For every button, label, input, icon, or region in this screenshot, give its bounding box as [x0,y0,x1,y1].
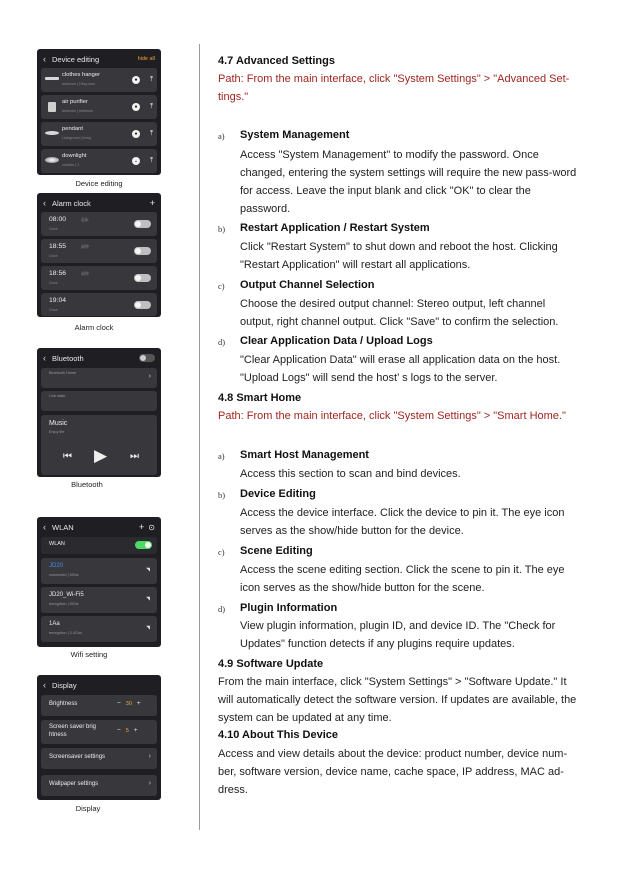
device-name: air purifier [62,99,88,105]
item-body: Click "Restart System" to shut down and reboot the host. Clicking "Restart Application" will restart all applications. [240,241,558,271]
eye-icon[interactable]: ● [132,103,140,111]
item-label: c) [218,281,225,291]
brightness-value: 30 [125,701,132,707]
alarm-tag: 闹钟 [81,245,89,249]
network-ssid: 1Aa [49,621,60,627]
alarm-tag: 起床 [81,218,89,222]
eye-hidden-icon[interactable]: ⌄ [133,158,139,164]
device-editing-title: Device editing [52,54,100,64]
device-location: corridor | 1 [62,163,80,167]
item-title: Plugin Information [240,602,338,614]
alarm-clock-caption: Alarm clock [74,323,114,332]
alarm-repeat: Once [49,227,58,231]
item-title: Restart Application / Restart System [240,222,430,234]
screensaver-brightness-label: Screen saver brig htness [49,724,97,738]
item-body: View plugin information, plugin ID, and device ID. The "Check for Updates" function detects if any plugins require updates. [240,620,556,650]
wallpaper-settings-row[interactable] [41,775,157,796]
network-ssid: JD20_Wi-Fi5 [49,592,84,598]
device-name: clothes hanger [62,72,101,78]
section-4-7-title: 4.7 Advanced Settings [218,55,335,67]
screensaver-settings-row[interactable] [41,748,157,769]
bluetooth-home-label: Bluetooth Home [49,371,77,375]
device-name: pendant [62,126,83,132]
item-label: b) [218,490,226,500]
alarm-toggle[interactable] [134,301,151,309]
air-purifier-icon [48,102,56,112]
link-state-row [41,391,157,411]
display-caption: Display [75,804,101,813]
scan-icon[interactable]: ⊙ [148,522,155,532]
wallpaper-settings-label: Wallpaper settings [49,781,99,787]
pin-icon[interactable]: ⤒ [149,76,154,83]
chevron-right-icon: › [148,753,151,760]
item-body: "Clear Application Data" will erase all application data on the host. "Upload Logs" will send the host’ s logs to the server. [240,354,561,384]
alarm-repeat: Once [49,308,58,312]
section-4-9-body: From the main interface, click "System Settings" > "Software Update." It will automatically detect the software version. If updates are available, the system can be updated at any time. [218,676,577,724]
previous-track-icon[interactable]: ⏮ [63,451,72,462]
device-row[interactable] [41,95,157,119]
brightness-label: Brightness [49,701,78,707]
next-track-icon[interactable]: ⏭ [130,451,139,462]
network-status: encryption | 2.4Ghz [49,631,82,635]
item-body: Access this section to scan and bind devices. [240,468,461,480]
item-title: Scene Editing [240,545,313,557]
alarm-row[interactable] [41,239,157,263]
alarm-toggle[interactable] [134,220,151,228]
alarm-time: 18:56 [49,270,67,277]
device-location: bedroom | Ding conn [62,82,96,86]
alarm-toggle[interactable] [134,247,151,255]
wlan-header [37,517,161,537]
clothes-hanger-icon [45,77,59,80]
column-divider [199,44,200,830]
device-name: downlight [62,153,87,159]
section-4-10-title: 4.10 About This Device [218,729,339,741]
device-row[interactable] [41,68,157,92]
back-icon[interactable]: ‹ [43,522,46,532]
alarm-row[interactable] [41,212,157,236]
add-network-button[interactable]: + [139,522,145,532]
item-body: Access the scene editing section. Click the scene to pin it. The eye icon serves as the show/hide button for the scene. [240,564,565,594]
network-status: encryption | 5Ghz [49,602,79,606]
bluetooth-panel [37,348,161,477]
alarm-toggle[interactable] [134,274,151,282]
item-label: a) [218,451,225,461]
screensaver-brightness-row [41,720,157,744]
item-title: System Management [240,129,350,141]
device-editing-panel [37,49,161,175]
item-label: d) [218,337,226,347]
device-editing-caption: Device editing [75,179,123,188]
music-card [41,415,157,475]
item-title: Smart Host Management [240,449,369,461]
device-row[interactable] [41,122,157,146]
bluetooth-title: Bluetooth [52,353,84,363]
device-editing-header [37,49,161,69]
display-header [37,675,161,695]
brightness-stepper[interactable]: − 30 + [117,700,141,707]
display-panel [37,675,161,800]
item-label: b) [218,224,226,234]
alarm-repeat: Once [49,254,58,258]
back-icon[interactable]: ‹ [43,680,46,690]
music-subtitle: Enjoy life [49,430,65,434]
alarm-clock-panel [37,193,161,317]
alarm-tag: 闹钟 [81,272,89,276]
screensaver-brightness-stepper[interactable]: − 5 + [117,727,138,734]
section-4-8-title: 4.8 Smart Home [218,392,302,404]
item-label: a) [218,131,225,141]
device-location: Livingroom | living [62,136,91,140]
chevron-right-icon: › [148,780,151,787]
bluetooth-caption: Bluetooth [71,480,103,489]
bluetooth-home-row[interactable] [41,368,157,388]
alarm-clock-header [37,193,161,213]
screensaver-settings-label: Screensaver settings [49,754,106,760]
item-body: Access "System Management" to modify the password. Once changed, entering the system settings will require the new pass-word for access. Leave the input blank and click "OK" to clear the password. [240,149,577,215]
bluetooth-header [37,348,161,368]
pin-icon[interactable]: ⤒ [149,103,154,110]
item-body: Choose the desired output channel: Stereo output, left channel output, right channel output. Click "Save" to confirm the selection. [240,298,559,328]
alarm-time: 19:04 [49,297,67,304]
pendant-icon [45,131,59,135]
alarm-time: 18:55 [49,243,67,250]
downlight-icon [45,157,59,163]
add-alarm-button[interactable]: + [149,198,155,208]
network-row[interactable] [41,587,157,613]
network-status: connected | 5Ghz [49,573,79,577]
item-body: Access the device interface. Click the device to pin it. The eye icon serves as the show/hide button for the device. [240,507,565,537]
brightness-row [41,695,157,716]
device-location: bedroom | bedroom [62,109,94,113]
wifi-signal-icon: ◥ [146,625,150,631]
screensaver-brightness-value: 5 [125,728,129,734]
music-title: Music [49,420,68,427]
section-4-7-path: Path: From the main interface, click "System Settings" > "Advanced Set-tings." [218,73,570,103]
display-title: Display [52,680,77,690]
item-label: d) [218,604,226,614]
item-title: Output Channel Selection [240,279,375,291]
alarm-row[interactable] [41,266,157,290]
alarm-repeat: Once [49,281,58,285]
pin-icon[interactable]: ⤒ [149,130,154,137]
device-row[interactable] [41,149,157,173]
wlan-title: WLAN [52,522,74,532]
network-row[interactable] [41,616,157,642]
wlan-toggle-row [41,537,157,554]
play-icon[interactable]: ▶ [94,446,108,465]
section-4-10-body: Access and view details about the device: product number, device num-ber, software version, device name, cache space, IP address, MAC ad-dress. [218,748,568,796]
section-4-9-title: 4.9 Software Update [218,658,324,670]
wlan-toggle[interactable] [135,541,152,549]
alarm-row[interactable] [41,293,157,316]
back-icon[interactable]: ‹ [43,198,46,208]
back-icon[interactable]: ‹ [43,353,46,363]
item-label: c) [218,547,225,557]
eye-icon[interactable]: ● [132,76,140,84]
wlan-toggle-label: WLAN [49,541,65,547]
link-state-label: Link state [49,394,66,398]
network-ssid: JD20 [49,563,64,569]
network-row[interactable] [41,558,157,584]
wlan-panel [37,517,161,647]
eye-icon[interactable]: ● [132,130,140,138]
alarm-time: 08:00 [49,216,67,223]
back-icon[interactable]: ‹ [43,54,46,64]
section-4-8-path: Path: From the main interface, click "System Settings" > "Smart Home." [218,410,566,422]
wifi-setting-caption: Wifi setting [70,650,108,659]
bluetooth-toggle[interactable] [139,354,155,362]
alarm-clock-title: Alarm clock [52,198,91,208]
hide-all-button[interactable]: hide all [137,56,155,62]
wifi-signal-icon: ◥ [146,596,150,602]
pin-icon[interactable]: ⤒ [149,157,154,164]
chevron-right-icon: › [148,373,151,380]
wifi-signal-icon: ◥ [146,567,150,573]
item-title: Clear Application Data / Upload Logs [240,335,433,347]
item-title: Device Editing [240,488,316,500]
